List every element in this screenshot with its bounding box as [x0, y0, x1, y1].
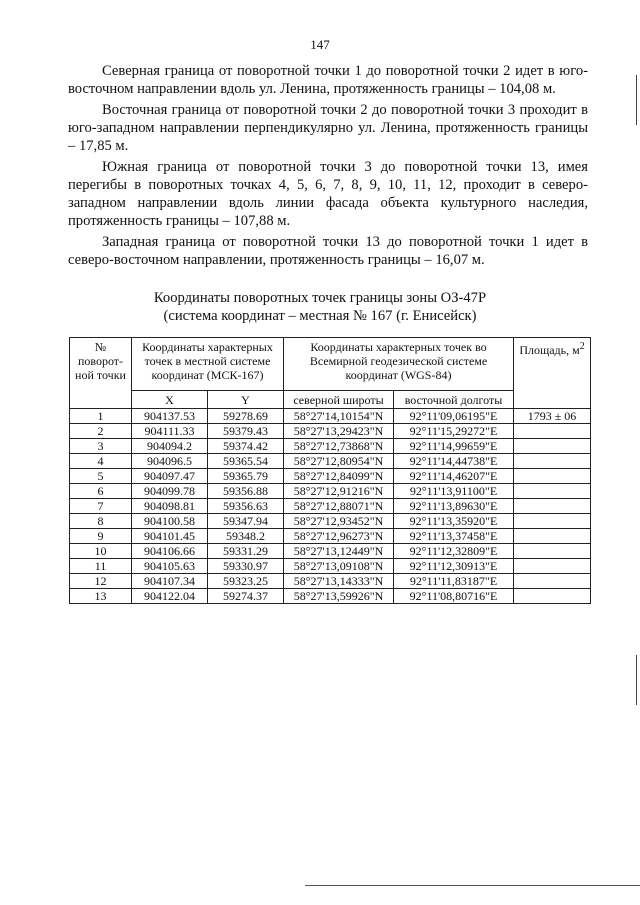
cell-point-number: 12 [70, 574, 132, 589]
cell-longitude: 92°11'13,35920"E [394, 514, 514, 529]
table-row [70, 514, 591, 529]
cell-latitude: 58°27'12,73868"N [284, 439, 394, 454]
cell-area [514, 424, 591, 439]
cell-x: 904105.63 [132, 559, 208, 574]
cell-point-number: 11 [70, 559, 132, 574]
cell-latitude: 58°27'12,93452"N [284, 514, 394, 529]
cell-longitude: 92°11'13,89630"E [394, 499, 514, 514]
table-row [70, 424, 591, 439]
cell-longitude: 92°11'14,44738"E [394, 454, 514, 469]
cell-x: 904107.34 [132, 574, 208, 589]
cell-longitude: 92°11'14,99659"E [394, 439, 514, 454]
cell-point-number: 4 [70, 454, 132, 469]
cell-y: 59348.2 [208, 529, 284, 544]
cell-latitude: 58°27'13,09108"N [284, 559, 394, 574]
cell-latitude: 58°27'13,14333"N [284, 574, 394, 589]
cell-longitude: 92°11'14,46207"E [394, 469, 514, 484]
cell-area [514, 544, 591, 559]
header-wgs-coords: Координаты характерных точек во Всемирной геодезической системе координат (WGS-84) [284, 338, 514, 391]
cell-point-number: 7 [70, 499, 132, 514]
paragraph-south-boundary: Южная граница от поворотной точки 3 до поворотной точки 13, имея перегибы в поворотных точках 4, 5, 6, 7, 8, 9, 10, 11, 12, проходит в северо-западном направлении вдоль линии фасада объекта культурного наследия, протяженность границы – 107,88 м. [68, 159, 588, 229]
table-row [70, 409, 591, 424]
cell-x: 904101.45 [132, 529, 208, 544]
cell-longitude: 92°11'15,29272"E [394, 424, 514, 439]
cell-y: 59347.94 [208, 514, 284, 529]
cell-area [514, 454, 591, 469]
header-north-latitude: северной широты [284, 391, 394, 409]
table-title [0, 289, 640, 325]
paragraph-north-boundary: Северная граница от поворотной точки 1 до поворотной точки 2 идет в юго-восточном направлении вдоль ул. Ленина, протяженность границы – 104,08 м. [68, 63, 588, 97]
cell-x: 904137.53 [132, 409, 208, 424]
cell-point-number: 13 [70, 589, 132, 604]
header-east-longitude: восточной долготы [394, 391, 514, 409]
coordinates-table [69, 337, 591, 604]
cell-area [514, 529, 591, 544]
cell-x: 904122.04 [132, 589, 208, 604]
cell-latitude: 58°27'13,12449"N [284, 544, 394, 559]
cell-x: 904111.33 [132, 424, 208, 439]
cell-point-number: 2 [70, 424, 132, 439]
cell-longitude: 92°11'08,80716"E [394, 589, 514, 604]
cell-latitude: 58°27'12,84099"N [284, 469, 394, 484]
cell-x: 904094.2 [132, 439, 208, 454]
table-title-line-2: (система координат – местная № 167 (г. Енисейск) [163, 308, 477, 324]
cell-y: 59331.29 [208, 544, 284, 559]
cell-point-number: 9 [70, 529, 132, 544]
cell-area [514, 499, 591, 514]
edge-mark-bottom [636, 655, 637, 705]
table-row [70, 574, 591, 589]
header-y: Y [208, 391, 284, 409]
cell-longitude: 92°11'09,06195"E [394, 409, 514, 424]
header-local-coords: Координаты характерных точек в местной системе координат (МСК-167) [132, 338, 284, 391]
table-subheader-row [70, 391, 591, 409]
cell-latitude: 58°27'13,59926"N [284, 589, 394, 604]
cell-y: 59356.63 [208, 499, 284, 514]
cell-x: 904098.81 [132, 499, 208, 514]
cell-y: 59365.79 [208, 469, 284, 484]
cell-y: 59374.42 [208, 439, 284, 454]
table-row [70, 484, 591, 499]
table-title-line-1: Координаты поворотных точек границы зоны ОЗ-47Р [153, 290, 487, 306]
cell-point-number: 3 [70, 439, 132, 454]
cell-latitude: 58°27'12,91216"N [284, 484, 394, 499]
cell-longitude: 92°11'13,37458"E [394, 529, 514, 544]
table-row [70, 544, 591, 559]
cell-area [514, 559, 591, 574]
cell-x: 904106.66 [132, 544, 208, 559]
cell-area [514, 514, 591, 529]
header-area-label: Площадь, м [519, 343, 580, 357]
table-row [70, 454, 591, 469]
cell-area [514, 469, 591, 484]
cell-y: 59365.54 [208, 454, 284, 469]
table-header-row [70, 338, 591, 391]
cell-point-number: 5 [70, 469, 132, 484]
boundary-description [68, 62, 588, 272]
edge-mark-top [636, 75, 637, 125]
cell-area: 1793 ± 06 [514, 409, 591, 424]
cell-latitude: 58°27'13,29423"N [284, 424, 394, 439]
cell-longitude: 92°11'13,91100"E [394, 484, 514, 499]
header-area-unit-superscript: 2 [579, 341, 585, 352]
cell-point-number: 8 [70, 514, 132, 529]
cell-x: 904099.78 [132, 484, 208, 499]
header-x: X [132, 391, 208, 409]
page-number: 147 [310, 37, 330, 52]
header-area [514, 338, 591, 409]
table-row [70, 469, 591, 484]
cell-area [514, 574, 591, 589]
table-body [70, 409, 591, 604]
paragraph-east-boundary: Восточная граница от поворотной точки 2 до поворотной точки 3 проходит в юго-западном направлении перпендикулярно ул. Ленина, протяженность границы – 17,85 м. [68, 102, 588, 154]
cell-latitude: 58°27'12,88071"N [284, 499, 394, 514]
cell-longitude: 92°11'11,83187"E [394, 574, 514, 589]
table-row [70, 589, 591, 604]
paragraph-west-boundary: Западная граница от поворотной точки 13 до поворотной точки 1 идет в северо-восточном направлении, протяженность границы – 16,07 м. [68, 234, 588, 268]
cell-point-number: 6 [70, 484, 132, 499]
cell-longitude: 92°11'12,30913"E [394, 559, 514, 574]
cell-y: 59274.37 [208, 589, 284, 604]
cell-x: 904100.58 [132, 514, 208, 529]
cell-x: 904097.47 [132, 469, 208, 484]
cell-point-number: 1 [70, 409, 132, 424]
table-row [70, 529, 591, 544]
footer-rule [305, 885, 640, 886]
cell-area [514, 589, 591, 604]
table-row [70, 559, 591, 574]
cell-area [514, 439, 591, 454]
cell-y: 59356.88 [208, 484, 284, 499]
cell-latitude: 58°27'12,80954"N [284, 454, 394, 469]
header-point-number: № поворот-ной точки [70, 338, 132, 409]
cell-point-number: 10 [70, 544, 132, 559]
cell-y: 59330.97 [208, 559, 284, 574]
cell-y: 59379.43 [208, 424, 284, 439]
cell-latitude: 58°27'14,10154"N [284, 409, 394, 424]
table-row [70, 439, 591, 454]
cell-area [514, 484, 591, 499]
table-row [70, 499, 591, 514]
cell-y: 59278.69 [208, 409, 284, 424]
cell-longitude: 92°11'12,32809"E [394, 544, 514, 559]
cell-x: 904096.5 [132, 454, 208, 469]
cell-y: 59323.25 [208, 574, 284, 589]
cell-latitude: 58°27'12,96273"N [284, 529, 394, 544]
